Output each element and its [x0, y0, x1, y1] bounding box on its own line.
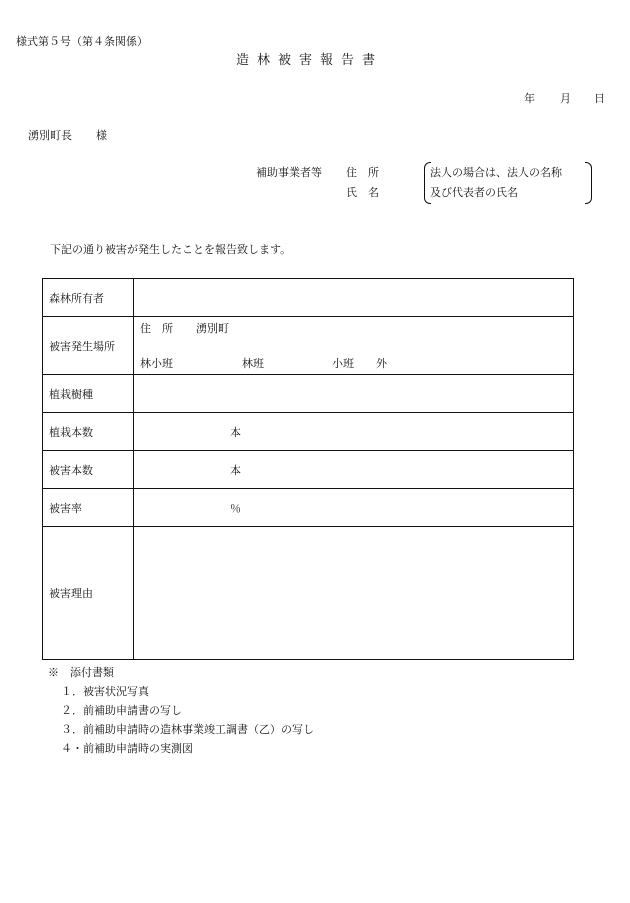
table-row-reason — [43, 527, 574, 660]
planted-count-label: 植栽本数 — [43, 413, 134, 451]
species-label: 植栽樹種 — [43, 375, 134, 413]
date-month: 月 — [560, 92, 571, 105]
right-bracket — [585, 162, 592, 204]
applicant-name-label: 氏 名 — [346, 186, 379, 199]
attachment-item: １．被害状況写真 — [61, 685, 149, 698]
location-label: 被害発生場所 — [43, 317, 134, 375]
damaged-count-unit: 本 — [230, 463, 241, 477]
planted-count-value[interactable] — [134, 413, 574, 451]
table-row-planted-count — [43, 413, 574, 451]
applicant-note-line1: 法人の場合は、法人の名称 — [430, 166, 562, 179]
table-row-location — [43, 317, 574, 375]
attachment-item: ３．前補助申請時の造林事業竣工調書（乙）の写し — [61, 723, 314, 736]
table-row-owner — [43, 279, 574, 317]
damage-rate-label: 被害率 — [43, 489, 134, 527]
form-number: 様式第５号（第４条関係） — [16, 35, 148, 48]
page-title: 造林被害報告書 — [236, 53, 384, 68]
planted-count-unit: 本 — [230, 425, 241, 439]
addressee-honorific: 様 — [96, 129, 107, 142]
report-table — [42, 278, 574, 660]
table-row-damage-rate — [43, 489, 574, 527]
damage-rate-unit: ％ — [230, 501, 241, 515]
species-value[interactable] — [134, 375, 574, 413]
attachments-heading: ※ 添付書類 — [48, 666, 114, 679]
location-other: 外 — [376, 357, 387, 370]
damaged-count-label: 被害本数 — [43, 451, 134, 489]
applicant-note-line2: 及び代表者の氏名 — [430, 186, 518, 199]
reason-value[interactable] — [134, 527, 574, 660]
reason-label: 被害理由 — [43, 527, 134, 660]
location-address-label: 住 所 — [140, 322, 173, 335]
attachments — [48, 663, 314, 758]
owner-label: 森林所有者 — [43, 279, 134, 317]
location-town: 湧別町 — [196, 322, 229, 335]
table-row-species — [43, 375, 574, 413]
location-subcompartment: 小班 — [332, 357, 354, 370]
location-value[interactable] — [134, 317, 574, 375]
damage-rate-value[interactable] — [134, 489, 574, 527]
applicant-label: 補助事業者等 — [256, 166, 322, 179]
addressee-name: 湧別町長 — [28, 129, 72, 142]
date-day: 日 — [594, 92, 605, 105]
location-compartment: 林班 — [242, 357, 264, 370]
applicant-note-bracket — [424, 162, 592, 204]
owner-value[interactable] — [134, 279, 574, 317]
attachment-item: ２．前補助申請書の写し — [61, 704, 182, 717]
table-row-damaged-count — [43, 451, 574, 489]
intro-text: 下記の通り被害が発生したことを報告致します。 — [50, 243, 292, 256]
attachment-item: ４・前補助申請時の実測図 — [61, 742, 193, 755]
date-year: 年 — [524, 92, 535, 105]
damaged-count-value[interactable] — [134, 451, 574, 489]
location-forest-subcompartment: 林小班 — [140, 357, 173, 370]
applicant-address-label: 住 所 — [346, 166, 379, 179]
